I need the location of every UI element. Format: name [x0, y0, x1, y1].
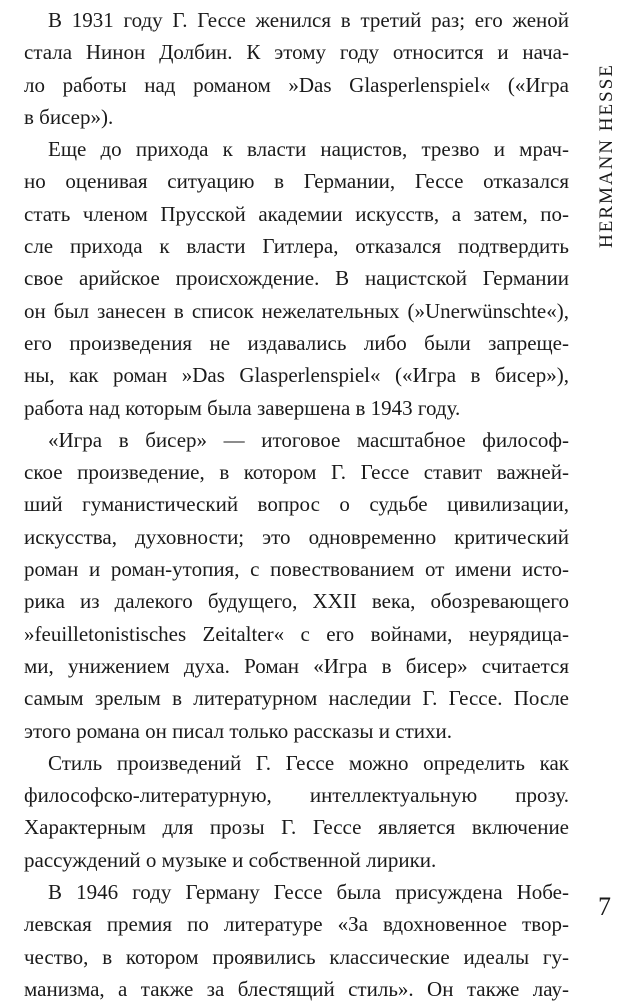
text-line: манизма, а также за блестящий стиль». Он также лау- — [24, 976, 569, 1001]
text-line: искусства, духовности; это одновременно критический — [24, 524, 569, 549]
text-line: ший гуманистический вопрос о судьбе цивилизации, — [24, 492, 569, 517]
text-line: Еще до прихода к власти нацистов, трезво и мрач- — [48, 137, 569, 162]
page-number: 7 — [598, 892, 611, 921]
body-text — [24, 4, 569, 1005]
text-line: Характерным для прозы Г. Гессе является включение — [24, 815, 569, 840]
text-line: левская премия по литературе «За вдохновенное твор- — [24, 912, 569, 937]
running-head-label: HERMANN HESSE — [596, 63, 617, 248]
text-line: рика из далекого будущего, XXII века, обозревающего — [24, 589, 569, 614]
running-head — [592, 8, 622, 248]
text-line: В 1946 году Герману Гессе была присуждена Нобе- — [48, 880, 569, 905]
text-line: самым зрелым в литературном наследии Г. Гессе. После — [24, 686, 569, 711]
text-line: философско-литературную, интеллектуальную прозу. — [24, 783, 569, 808]
text-line: его произведения не издавались либо были запреще- — [24, 330, 569, 355]
text-line: в бисер»). — [24, 104, 114, 129]
text-line: «Игра в бисер» — итоговое масштабное философ- — [48, 427, 569, 452]
text-line: ское произведение, в котором Г. Гессе ставит важней- — [24, 460, 569, 485]
text-line: ми, унижением духа. Роман «Игра в бисер» считается — [24, 653, 569, 678]
text-line: »feuilletonistisches Zeitalter« с его войнами, неурядица- — [24, 621, 569, 646]
text-line: стать членом Прусской академии искусств, а затем, по- — [24, 201, 569, 226]
text-line: ло работы над романом »Das Glasperlenspiel« («Игра — [24, 72, 569, 97]
text-line: ны, как роман »Das Glasperlenspiel« («Игра в бисер»), — [24, 363, 569, 388]
text-line: стала Нинон Долбин. К этому году относится и нача- — [24, 40, 569, 65]
text-line: этого романа он писал только рассказы и стихи. — [24, 718, 453, 743]
text-line: роман и роман-утопия, с повествованием от имени исто- — [24, 557, 569, 582]
text-line: рассуждений о музыке и собственной лирики. — [24, 847, 437, 872]
text-line: свое арийское происхождение. В нацистской Германии — [24, 266, 569, 291]
text-line: Стиль произведений Г. Гессе можно определить как — [48, 750, 569, 775]
text-line: чество, в котором проявились классические идеалы гу- — [24, 944, 569, 969]
text-line: сле прихода к власти Гитлера, отказался подтвердить — [24, 234, 569, 259]
text-line: но оценивая ситуацию в Германии, Гессе отказался — [24, 169, 569, 194]
text-line: В 1931 году Г. Гессе женился в третий раз; его женой — [48, 8, 569, 32]
text-line: работа над которым была завершена в 1943 году. — [24, 395, 461, 420]
text-line: он был занесен в список нежелательных (»Unerwünschte«), — [24, 298, 569, 323]
